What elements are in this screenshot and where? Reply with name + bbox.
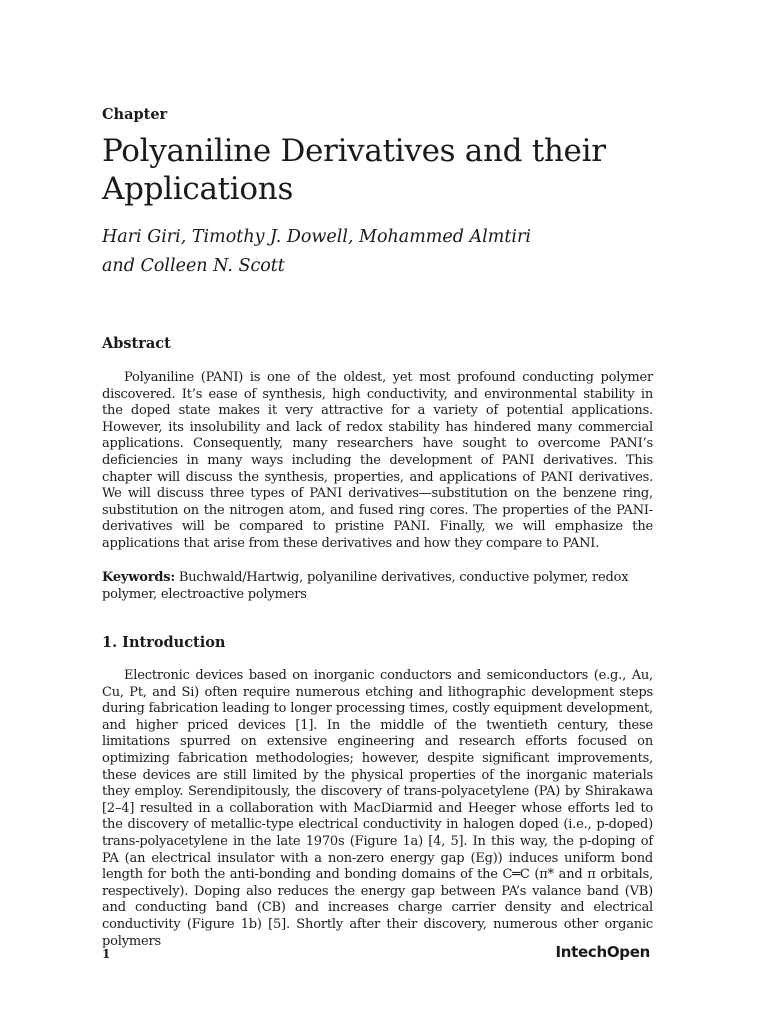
introduction-text: Electronic devices based on inorganic conductors and semiconductors (e.g., Au, Cu, Pt, and Si) often require numerous etching and lithographic development steps during fabrication leading to longer processing times, costly equipment development, and higher priced devices [1]. In the middle of the twentieth century, these limitations spurred on extensive engineering and research efforts focused on optimizing fabrication methodologies; however, despite significant improvements, these devices are still limited by the physical properties of the inorganic materials they employ. Serendipitously, the discovery of trans-polyacetylene (PA) by Shirakawa [2–4] resulted in a collaboration with MacDiarmid and Heeger whose efforts led to the discovery of metallic-type electrical conductivity in halogen doped (i.e., p-doped) trans-polyacetylene in the late 1970s (Figure 1a) [4, 5]. In this way, the p-doping of PA (an electrical insulator with a non-zero energy gap (Eg)) induces uniform bond length for both the anti-bonding and bonding domains of the C═C (π* and π orbitals, respectively). Doping also reduces the energy gap between PA’s valance band (VB) and conducting band (CB) and increases charge carrier density and electrical conductivity (Figure 1b) [5]. Shortly after their discovery, numerous other organic polymers: [102, 668, 653, 949]
publisher-logo: IntechOpen: [555, 943, 650, 961]
keywords-label: Keywords:: [102, 570, 175, 585]
chapter-label: Chapter: [102, 106, 168, 123]
chapter-title: Polyaniline Derivatives and their Applications: [102, 133, 606, 207]
authors-line-2: and Colleen N. Scott: [102, 256, 285, 276]
authors-line-1: Hari Giri, Timothy J. Dowell, Mohammed Almtiri: [102, 227, 531, 247]
abstract-text: Polyaniline (PANI) is one of the oldest, yet most profound conducting polymer discovered. It’s ease of synthesis, high conductivity, and environmental stability in the doped state makes it very attractive for a variety of potential applications. However, its insolubility and lack of redox stability has hindered many commercial applications. Consequently, many researchers have sought to overcome PANI’s deficiencies in many ways including the development of PANI derivatives. This chapter will discuss the synthesis, properties, and applications of PANI derivatives. We will discuss three types of PANI derivatives—substitution on the benzene ring, substitution on the nitrogen atom, and fused ring cores. The properties of the PANI-derivatives will be compared to pristine PANI. Finally, we will emphasize the applications that arise from these derivatives and how they compare to PANI.: [102, 370, 653, 551]
abstract-heading: Abstract: [102, 335, 171, 352]
keywords-text: Buchwald/Hartwig, polyaniline derivatives, conductive polymer, redox polymer, electroactive polymers: [102, 570, 629, 602]
keywords: [102, 570, 653, 603]
author-list: [102, 223, 662, 281]
introduction-heading: 1. Introduction: [102, 634, 226, 651]
page-number: 1: [102, 947, 111, 961]
